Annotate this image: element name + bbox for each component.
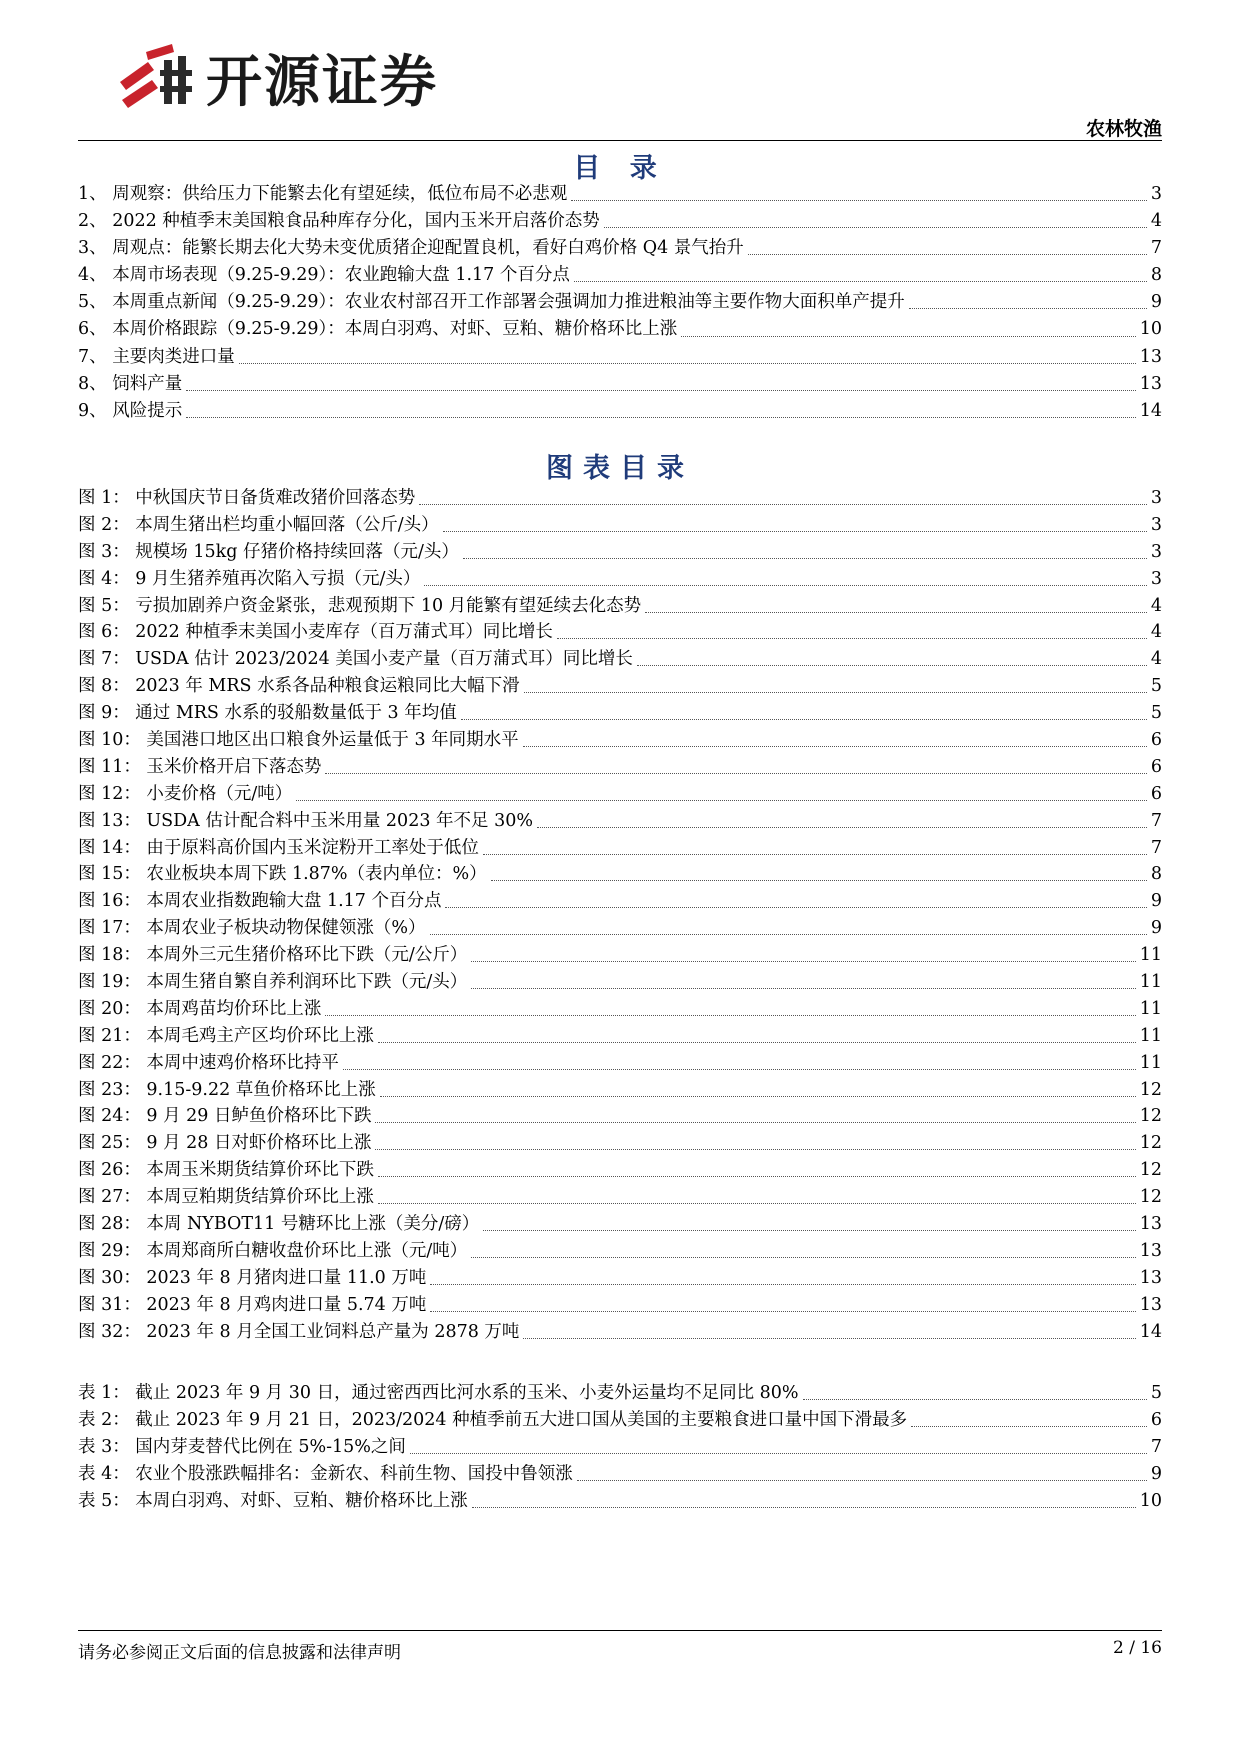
figure-entry[interactable] xyxy=(78,485,1162,512)
figure-entry-page: 11 xyxy=(1139,1025,1162,1046)
dot-leader xyxy=(445,907,1146,908)
dot-leader xyxy=(483,1230,1135,1231)
figure-entry-label: 图 3： 规模场 15kg 仔猪价格持续回落（元/头） xyxy=(78,541,459,562)
figure-entry-page: 9 xyxy=(1150,918,1162,939)
figure-entry-label: 图 27： 本周豆粕期货结算价环比上涨 xyxy=(78,1187,374,1208)
dot-leader xyxy=(461,719,1147,720)
toc-entry-label: 3、 周观点：能繁长期去化大势未变优质猪企迎配置良机，看好白鸡价格 Q4 景气抬升 xyxy=(78,238,744,259)
figure-entry-label: 图 5： 亏损加剧养户资金紧张，悲观预期下 10 月能繁有望延续去化态势 xyxy=(78,595,642,616)
toc-entry-label: 8、 饲料产量 xyxy=(78,373,183,394)
figure-entry[interactable] xyxy=(78,700,1162,727)
figure-entry-page: 7 xyxy=(1150,810,1162,831)
figure-entry-page: 4 xyxy=(1150,622,1162,643)
figure-entry-label: 图 8： 2023 年 MRS 水系各品种粮食运粮同比大幅下滑 xyxy=(78,676,520,697)
toc-entry-label: 1、 周观察：供给压力下能繁去化有望延续，低位布局不必悲观 xyxy=(78,184,568,204)
toc-entry[interactable] xyxy=(78,181,1162,208)
dot-leader xyxy=(471,1257,1135,1258)
dot-leader xyxy=(537,827,1147,828)
table-entry-page: 6 xyxy=(1150,1410,1162,1431)
figure-entry-label: 图 17： 本周农业子板块动物保健领涨（%） xyxy=(78,918,426,939)
toc-entry-label: 2、 2022 种植季末美国粮食品种库存分化，国内玉米开启落价态势 xyxy=(78,211,600,232)
toc-entry[interactable] xyxy=(78,208,1162,235)
footer-disclaimer: 请务必参阅正文后面的信息披露和法律声明 xyxy=(78,1643,401,1663)
dot-leader xyxy=(375,1122,1135,1123)
dot-leader xyxy=(380,1096,1136,1097)
figure-entry-page: 11 xyxy=(1139,998,1162,1019)
figure-entry-label: 图 1： 中秋国庆节日备货难改猪价回落态势 xyxy=(78,488,416,508)
header-divider xyxy=(78,140,1162,141)
dot-leader xyxy=(681,336,1135,337)
dot-leader xyxy=(524,692,1147,693)
dot-leader xyxy=(378,1042,1136,1043)
toc-entry-page: 4 xyxy=(1150,211,1162,232)
figure-entry[interactable] xyxy=(78,969,1162,996)
dot-leader xyxy=(378,1176,1136,1177)
figure-entry-label: 图 12： 小麦价格（元/吨） xyxy=(78,783,293,804)
dot-leader xyxy=(574,281,1147,282)
dot-leader xyxy=(325,1015,1135,1016)
kaiyuan-logo-icon xyxy=(112,42,200,114)
dot-leader xyxy=(577,1480,1147,1481)
figure-entry-page: 7 xyxy=(1150,837,1162,858)
figure-entry[interactable] xyxy=(78,566,1162,593)
figure-entry[interactable] xyxy=(78,888,1162,915)
figure-entry[interactable] xyxy=(78,861,1162,888)
figure-list xyxy=(78,485,1162,1346)
toc-entry[interactable] xyxy=(78,398,1162,425)
dot-leader xyxy=(186,417,1136,418)
figure-entry-label: 图 2： 本周生猪出栏均重小幅回落（公斤/头） xyxy=(78,514,439,535)
toc-entry[interactable] xyxy=(78,316,1162,343)
figure-entry[interactable] xyxy=(78,727,1162,754)
figure-entry[interactable] xyxy=(78,1077,1162,1104)
sector-label: 农林牧渔 xyxy=(1085,118,1162,140)
toc-entry-page: 10 xyxy=(1139,319,1162,340)
figure-entry[interactable] xyxy=(78,1292,1162,1319)
table-entry-label: 表 4： 农业个股涨跌幅排名：金新农、科前生物、国投中鲁领涨 xyxy=(78,1464,573,1485)
dot-leader xyxy=(523,1338,1135,1339)
toc-entry-page: 9 xyxy=(1150,292,1162,313)
toc-entry-label: 9、 风险提示 xyxy=(78,400,183,421)
table-entry[interactable] xyxy=(78,1407,1162,1434)
toc-entry-label: 6、 本周价格跟踪（9.25-9.29）：本周白羽鸡、对虾、豆粕、糖价格环比上涨 xyxy=(78,319,678,340)
dot-leader xyxy=(748,254,1147,255)
figure-entry-page: 3 xyxy=(1150,541,1162,562)
figure-entry-page: 3 xyxy=(1150,568,1162,589)
figure-entry-page: 8 xyxy=(1150,864,1162,885)
toc-entry-page: 3 xyxy=(1150,184,1162,204)
dot-leader xyxy=(471,988,1135,989)
table-entry[interactable] xyxy=(78,1488,1162,1515)
toc-entry-page: 13 xyxy=(1139,346,1162,367)
dot-leader xyxy=(430,934,1147,935)
figure-entry-label: 图 20： 本周鸡苗均价环比上涨 xyxy=(78,998,322,1019)
table-entry-label: 表 3： 国内芽麦替代比例在 5%-15%之间 xyxy=(78,1437,406,1458)
figure-entry-label: 图 24： 9 月 29 日鲈鱼价格环比下跌 xyxy=(78,1106,372,1127)
figure-entry[interactable] xyxy=(78,835,1162,862)
figure-entry[interactable] xyxy=(78,619,1162,646)
figure-entry-label: 图 32： 2023 年 8 月全国工业饲料总产量为 2878 万吨 xyxy=(78,1321,520,1342)
dot-leader xyxy=(471,961,1135,962)
toc-entry-page: 7 xyxy=(1150,238,1162,259)
toc-entry[interactable] xyxy=(78,235,1162,262)
figure-entry-page: 5 xyxy=(1150,703,1162,724)
figure-entry-page: 13 xyxy=(1139,1267,1162,1288)
figure-entry[interactable] xyxy=(78,1023,1162,1050)
table-entry-label: 表 5： 本周白羽鸡、对虾、豆粕、糖价格环比上涨 xyxy=(78,1491,468,1512)
figure-entry-label: 图 9： 通过 MRS 水系的驳船数量低于 3 年均值 xyxy=(78,703,457,724)
dot-leader xyxy=(911,1426,1147,1427)
brand-logo xyxy=(112,42,438,114)
figure-entry-page: 12 xyxy=(1139,1160,1162,1181)
figure-entry-label: 图 22： 本周中速鸡价格环比持平 xyxy=(78,1052,339,1073)
dot-leader xyxy=(909,308,1147,309)
dot-leader xyxy=(430,1311,1135,1312)
figure-entry[interactable] xyxy=(78,593,1162,620)
figure-list-title: 图表目录 xyxy=(546,453,694,484)
table-entry-page: 9 xyxy=(1150,1464,1162,1485)
dot-leader xyxy=(186,390,1136,391)
dot-leader xyxy=(378,1203,1136,1204)
figure-entry[interactable] xyxy=(78,1050,1162,1077)
dot-leader xyxy=(645,612,1147,613)
figure-entry-label: 图 26： 本周玉米期货结算价环比下跌 xyxy=(78,1160,374,1181)
toc-entry[interactable] xyxy=(78,371,1162,398)
figure-entry[interactable] xyxy=(78,1238,1162,1265)
figure-entry-page: 6 xyxy=(1150,783,1162,804)
figure-entry-page: 11 xyxy=(1139,945,1162,966)
dot-leader xyxy=(803,1399,1147,1400)
table-list xyxy=(78,1380,1162,1515)
figure-entry-page: 6 xyxy=(1150,756,1162,777)
figure-entry-page: 4 xyxy=(1150,595,1162,616)
figure-entry[interactable] xyxy=(78,539,1162,566)
figure-entry-label: 图 14： 由于原料高价国内玉米淀粉开工率处于低位 xyxy=(78,837,479,858)
figure-entry[interactable] xyxy=(78,1130,1162,1157)
table-entry[interactable] xyxy=(78,1380,1162,1407)
toc-entry-page: 8 xyxy=(1150,265,1162,286)
figure-entry[interactable] xyxy=(78,1319,1162,1346)
figure-entry-label: 图 31： 2023 年 8 月鸡肉进口量 5.74 万吨 xyxy=(78,1294,427,1315)
footer-divider xyxy=(78,1630,1162,1631)
figure-entry[interactable] xyxy=(78,808,1162,835)
figure-entry-page: 3 xyxy=(1150,488,1162,508)
dot-leader xyxy=(419,504,1147,505)
figure-entry-label: 图 13： USDA 估计配合料中玉米用量 2023 年不足 30% xyxy=(78,810,533,831)
figure-entry[interactable] xyxy=(78,1265,1162,1292)
dot-leader xyxy=(239,363,1136,364)
figure-entry-label: 图 28： 本周 NYBOT11 号糖环比上涨（美分/磅） xyxy=(78,1214,480,1235)
dot-leader xyxy=(424,585,1147,586)
figure-entry[interactable] xyxy=(78,915,1162,942)
figure-entry-label: 图 10： 美国港口地区出口粮食外运量低于 3 年同期水平 xyxy=(78,730,519,751)
figure-entry[interactable] xyxy=(78,1103,1162,1130)
figure-entry-label: 图 25： 9 月 28 日对虾价格环比上涨 xyxy=(78,1133,372,1154)
toc-entry[interactable] xyxy=(78,344,1162,371)
figure-entry-label: 图 19： 本周生猪自繁自养利润环比下跌（元/头） xyxy=(78,972,468,993)
figure-entry-label: 图 4： 9 月生猪养殖再次陷入亏损（元/头） xyxy=(78,568,421,589)
figure-entry-page: 12 xyxy=(1139,1106,1162,1127)
dot-leader xyxy=(523,746,1147,747)
dot-leader xyxy=(472,1507,1136,1508)
table-entry[interactable] xyxy=(78,1434,1162,1461)
logo-text: 开源证券 xyxy=(206,50,438,115)
figure-entry-page: 13 xyxy=(1139,1214,1162,1235)
figure-entry-label: 图 7： USDA 估计 2023/2024 美国小麦产量（百万蒲式耳）同比增长 xyxy=(78,649,633,670)
figure-entry-label: 图 16： 本周农业指数跑输大盘 1.17 个百分点 xyxy=(78,891,442,912)
dot-leader xyxy=(637,665,1147,666)
figure-entry-page: 11 xyxy=(1139,972,1162,993)
toc-entry-label: 7、 主要肉类进口量 xyxy=(78,346,235,367)
dot-leader xyxy=(604,227,1147,228)
figure-entry-page: 13 xyxy=(1139,1294,1162,1315)
figure-entry[interactable] xyxy=(78,996,1162,1023)
dot-leader xyxy=(410,1453,1147,1454)
figure-entry-page: 3 xyxy=(1150,514,1162,535)
figure-entry-label: 图 23： 9.15-9.22 草鱼价格环比上涨 xyxy=(78,1079,376,1100)
dot-leader xyxy=(443,531,1147,532)
figure-entry-label: 图 21： 本周毛鸡主产区均价环比上涨 xyxy=(78,1025,374,1046)
figure-entry[interactable] xyxy=(78,754,1162,781)
table-entry-label: 表 2： 截止 2023 年 9 月 21 日，2023/2024 种植季前五大进口国从美国的主要粮食进口量中国下滑最多 xyxy=(78,1410,908,1431)
figure-entry[interactable] xyxy=(78,512,1162,539)
figure-entry[interactable] xyxy=(78,1211,1162,1238)
table-entry[interactable] xyxy=(78,1461,1162,1488)
figure-entry-page: 12 xyxy=(1139,1133,1162,1154)
toc-entry-page: 13 xyxy=(1139,373,1162,394)
toc-entry-label: 4、 本周市场表现（9.25-9.29）：农业跑输大盘 1.17 个百分点 xyxy=(78,265,570,286)
figure-entry-page: 5 xyxy=(1150,676,1162,697)
figure-entry-label: 图 6： 2022 种植季末美国小麦库存（百万蒲式耳）同比增长 xyxy=(78,622,553,643)
figure-entry-page: 13 xyxy=(1139,1240,1162,1261)
figure-entry-label: 图 30： 2023 年 8 月猪肉进口量 11.0 万吨 xyxy=(78,1267,427,1288)
figure-entry-page: 9 xyxy=(1150,891,1162,912)
toc-entry-label: 5、 本周重点新闻（9.25-9.29）：农业农村部召开工作部署会强调加力推进粮油等主要作物大面积单产提升 xyxy=(78,292,905,313)
toc-entry[interactable] xyxy=(78,289,1162,316)
toc-list xyxy=(78,181,1162,425)
toc-entry[interactable] xyxy=(78,262,1162,289)
figure-entry[interactable] xyxy=(78,1184,1162,1211)
dot-leader xyxy=(463,558,1147,559)
dot-leader xyxy=(491,880,1147,881)
dot-leader xyxy=(483,854,1147,855)
figure-entry-page: 12 xyxy=(1139,1187,1162,1208)
dot-leader xyxy=(325,773,1146,774)
figure-entry-label: 图 15： 农业板块本周下跌 1.87%（表内单位：%） xyxy=(78,864,487,885)
table-entry-label: 表 1： 截止 2023 年 9 月 30 日，通过密西西比河水系的玉米、小麦外运量均不足同比 80% xyxy=(78,1383,799,1403)
figure-entry[interactable] xyxy=(78,673,1162,700)
figure-entry[interactable] xyxy=(78,1157,1162,1184)
dot-leader xyxy=(571,200,1147,201)
toc-title: 目 录 xyxy=(573,153,667,184)
dot-leader xyxy=(296,800,1147,801)
toc-entry-page: 14 xyxy=(1139,400,1162,421)
table-entry-page: 10 xyxy=(1139,1491,1162,1512)
figure-entry-page: 6 xyxy=(1150,730,1162,751)
figure-entry[interactable] xyxy=(78,646,1162,673)
page-number: 2 / 16 xyxy=(1113,1638,1162,1658)
figure-entry-page: 12 xyxy=(1139,1079,1162,1100)
figure-entry[interactable] xyxy=(78,942,1162,969)
table-entry-page: 5 xyxy=(1150,1383,1162,1403)
dot-leader xyxy=(343,1069,1136,1070)
dot-leader xyxy=(430,1284,1135,1285)
figure-entry-page: 11 xyxy=(1139,1052,1162,1073)
figure-entry-label: 图 11： 玉米价格开启下落态势 xyxy=(78,756,322,777)
figure-entry[interactable] xyxy=(78,781,1162,808)
figure-entry-label: 图 29： 本周郑商所白糖收盘价环比上涨（元/吨） xyxy=(78,1240,468,1261)
figure-entry-page: 14 xyxy=(1139,1321,1162,1342)
figure-entry-label: 图 18： 本周外三元生猪价格环比下跌（元/公斤） xyxy=(78,945,468,966)
dot-leader xyxy=(557,638,1147,639)
dot-leader xyxy=(375,1149,1135,1150)
table-entry-page: 7 xyxy=(1150,1437,1162,1458)
figure-entry-page: 4 xyxy=(1150,649,1162,670)
